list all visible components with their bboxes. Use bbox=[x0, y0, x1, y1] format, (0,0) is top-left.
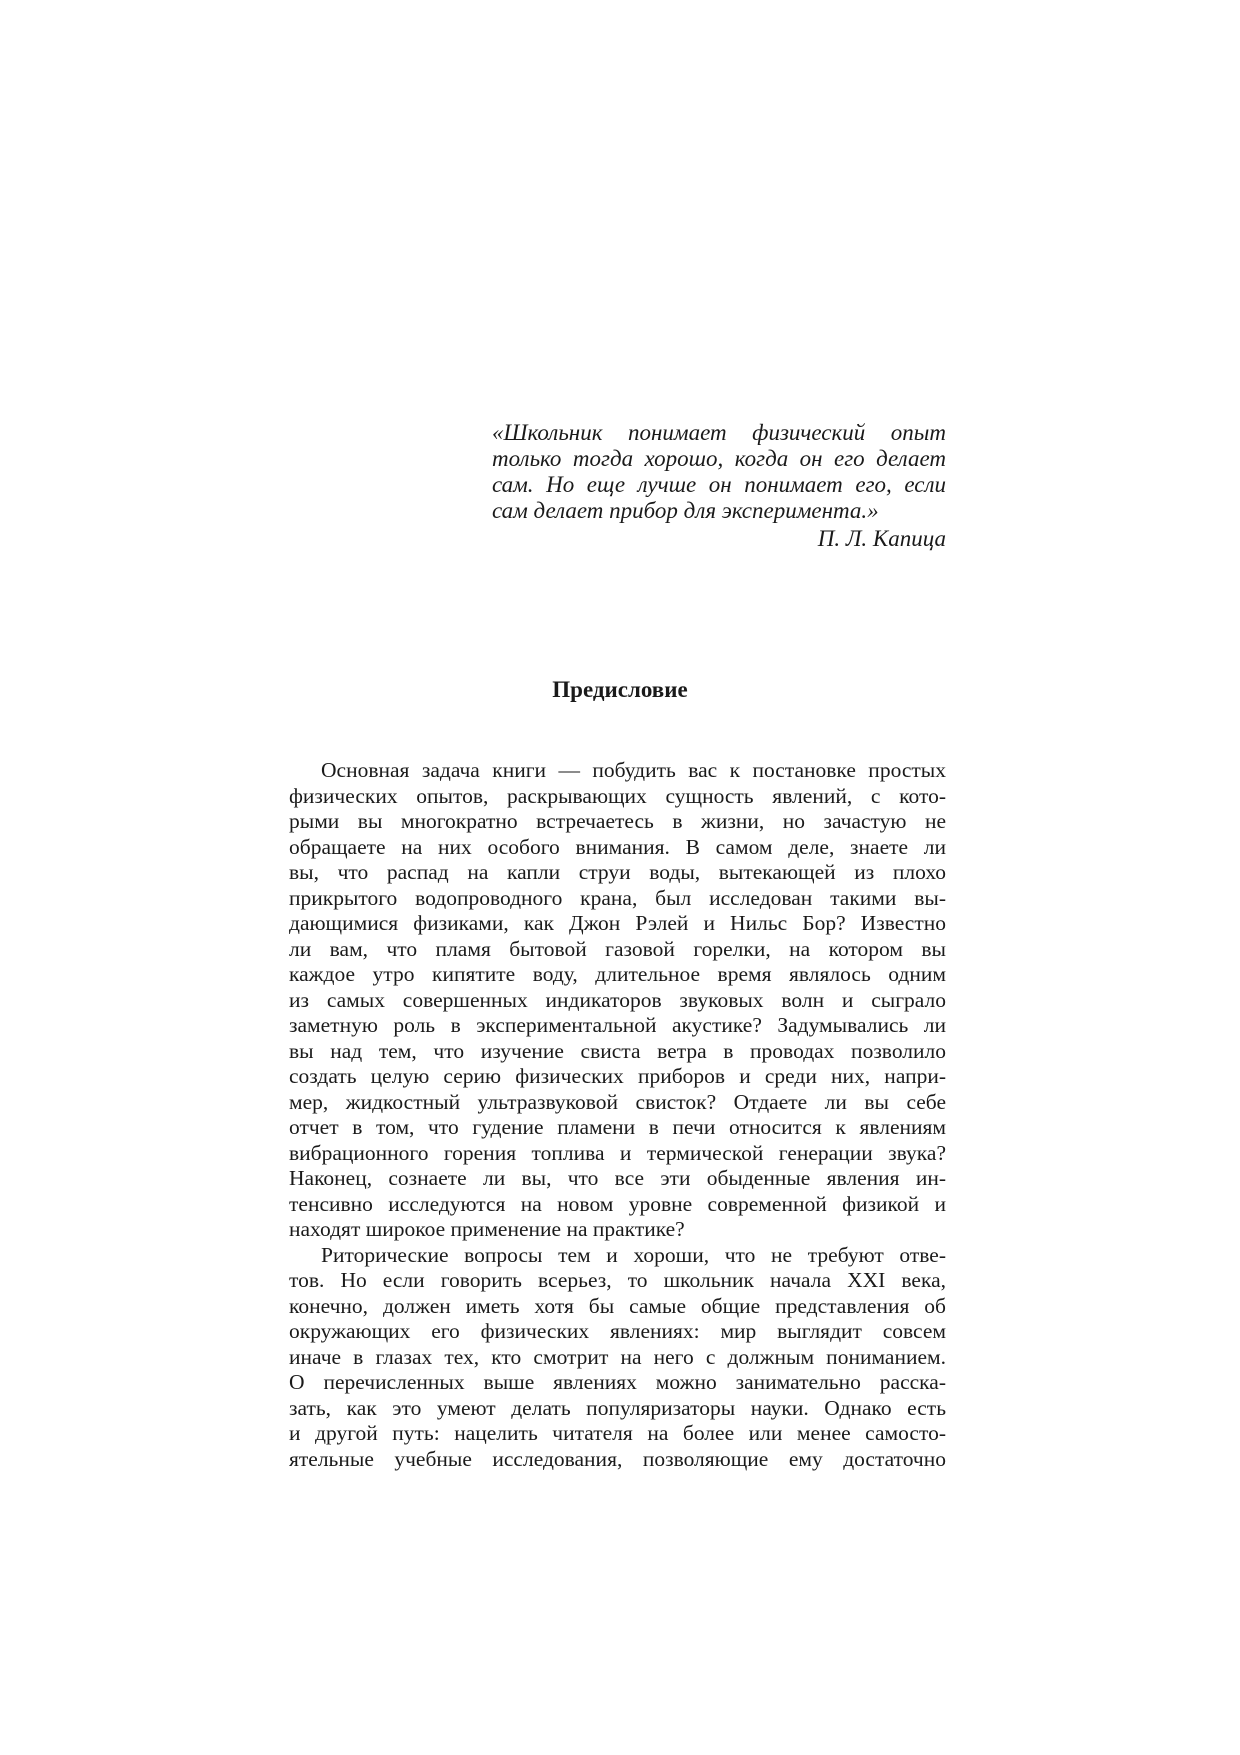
text-line: заметную роль в экспериментальной акустике? Задумывались ли bbox=[289, 1013, 946, 1037]
text-line: Наконец, сознаете ли вы, что все эти обыденные явления ин- bbox=[289, 1166, 946, 1190]
text-line: тенсивно исследуются на новом уровне современной физикой и bbox=[289, 1191, 946, 1216]
text-line: и другой путь: нацелить читателя на более или менее самосто- bbox=[289, 1421, 946, 1445]
text-line: из самых совершенных индикаторов звуковых волн и сыграло bbox=[289, 987, 946, 1012]
text-line: создать целую серию физических приборов и среди них, напри- bbox=[289, 1064, 946, 1088]
text-line: находят широкое применение на практике? bbox=[289, 1217, 685, 1241]
text-line: дающимися физиками, как Джон Рэлей и Нильс Бор? Известно bbox=[289, 911, 946, 935]
text-line: окружающих его физических явлениях: мир выглядит совсем bbox=[289, 1319, 946, 1343]
epigraph-line: только тогда хорошо, когда он его делает bbox=[492, 446, 946, 471]
text-line: конечно, должен иметь хотя бы самые общие представления об bbox=[289, 1293, 946, 1318]
epigraph-line: сам делает прибор для эксперимента.» bbox=[492, 498, 879, 523]
body-text bbox=[289, 758, 946, 1472]
epigraph-line: «Школьник понимает физический опыт bbox=[492, 420, 946, 445]
text-line: ли вам, что пламя бытовой газовой горелки, на котором вы bbox=[289, 936, 946, 961]
text-line: вибрационного горения топлива и термической генерации звука? bbox=[289, 1140, 946, 1165]
text-line: О перечисленных выше явлениях можно занимательно расска- bbox=[289, 1370, 946, 1394]
text-line: вы, что распад на капли струи воды, вытекающей из плохо bbox=[289, 860, 946, 884]
text-line: физических опытов, раскрывающих сущность явлений, с кото- bbox=[289, 783, 946, 808]
text-line: отчет в том, что гудение пламени в печи относится к явлениям bbox=[289, 1115, 946, 1139]
epigraph-line: сам. Но еще лучше он понимает его, если bbox=[492, 472, 946, 497]
text-line: каждое утро кипятите воду, длительное время являлось одним bbox=[289, 962, 946, 986]
text-line: рыми вы многократно встречаетесь в жизни, но зачастую не bbox=[289, 809, 946, 833]
epigraph bbox=[492, 420, 946, 552]
text-line: иначе в глазах тех, кто смотрит на него с должным пониманием. bbox=[289, 1344, 946, 1369]
text-line: обращаете на них особого внимания. В самом деле, знаете ли bbox=[289, 834, 946, 859]
text-line: вы над тем, что изучение свиста ветра в проводах позволило bbox=[289, 1038, 946, 1063]
epigraph-author: П. Л. Капица bbox=[817, 526, 946, 551]
text-line: Риторические вопросы тем и хороши, что не требуют отве- bbox=[321, 1242, 946, 1267]
text-line: зать, как это умеют делать популяризаторы науки. Однако есть bbox=[289, 1395, 946, 1420]
text-line: ятельные учебные исследования, позволяющие ему достаточно bbox=[289, 1446, 946, 1471]
text-line: прикрытого водопроводного крана, был исследован такими вы- bbox=[289, 885, 946, 910]
text-line: тов. Но если говорить всерьез, то школьник начала XXI века, bbox=[289, 1268, 946, 1292]
text-line: Основная задача книги — побудить вас к постановке простых bbox=[321, 758, 946, 782]
text-line: мер, жидкостный ультразвуковой свисток? Отдаете ли вы себе bbox=[289, 1089, 946, 1114]
section-heading: Предисловие bbox=[552, 677, 688, 702]
